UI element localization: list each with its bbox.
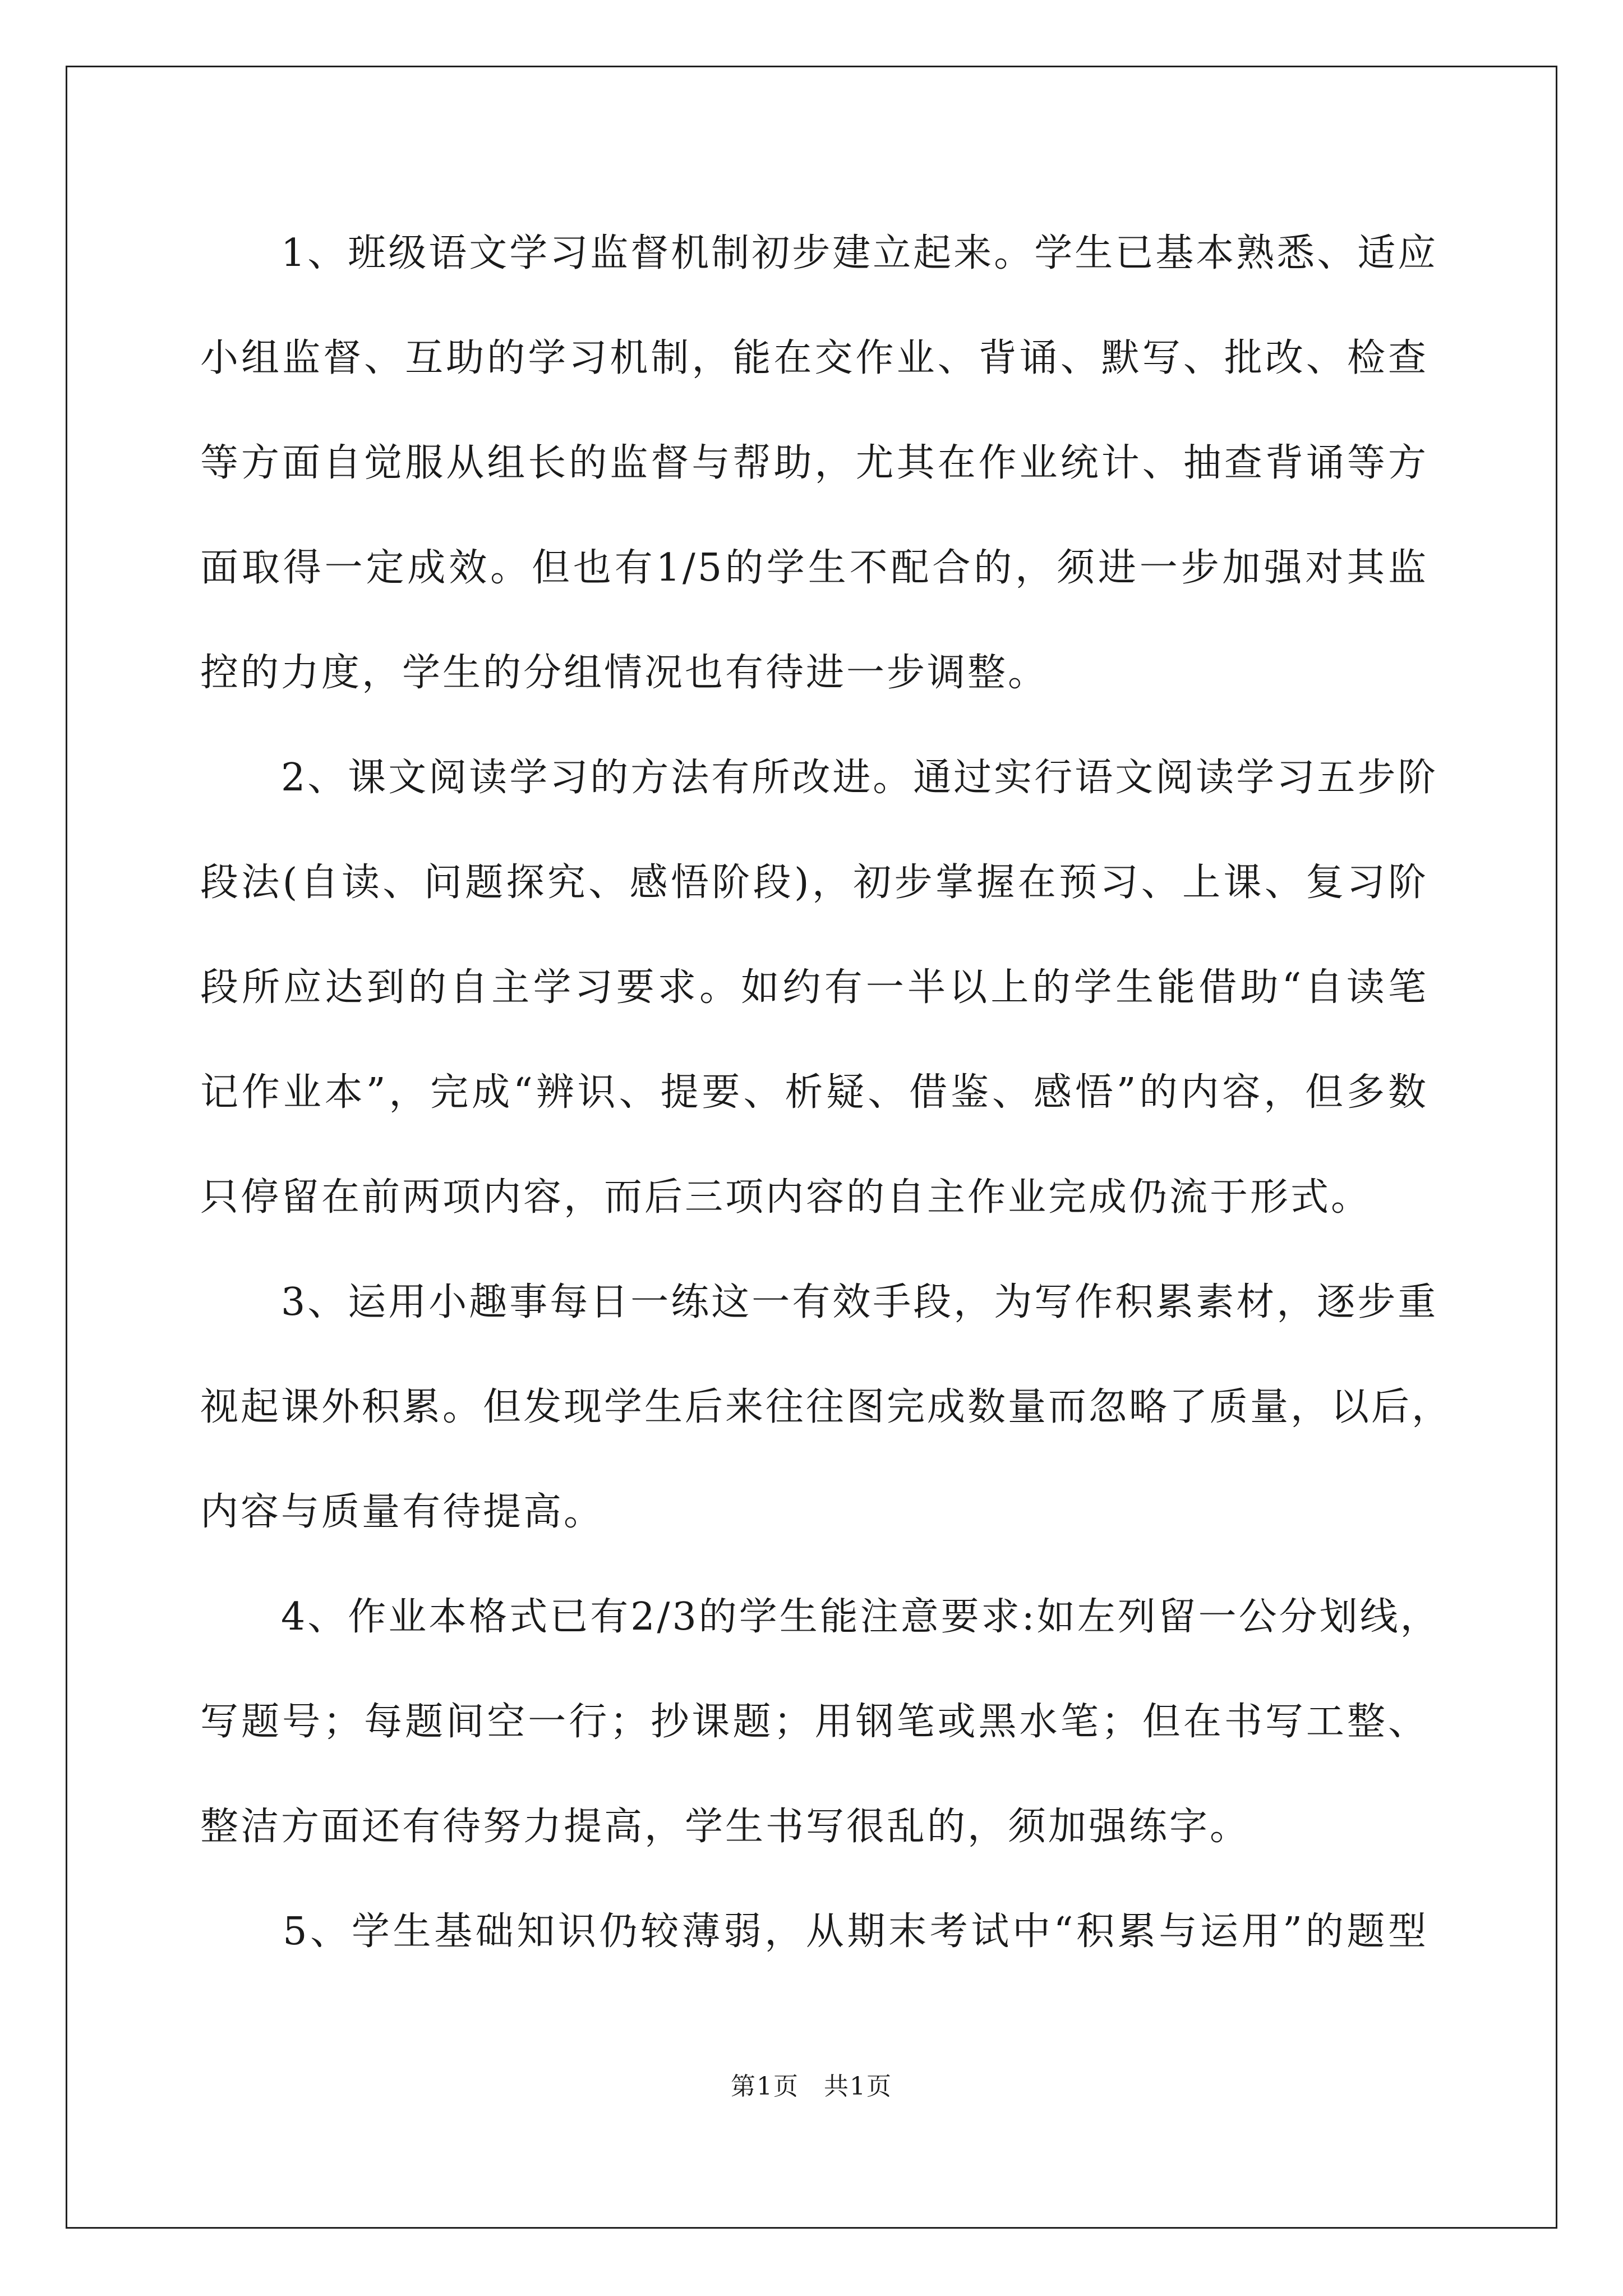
- text-line: 1、班级语文学习监督机制初步建立起来。学生已基本熟悉、适应: [200, 231, 1438, 275]
- text-line: 记作业本”，完成“辨识、提要、析疑、借鉴、感悟”的内容，但多数: [200, 1070, 1428, 1115]
- text-line: 写题号；每题间空一行；抄课题；用钢笔或黑水笔；但在书写工整、: [200, 1700, 1428, 1744]
- text-line: 内容与质量有待提高。: [200, 1490, 605, 1534]
- page-total: 共1页: [824, 2072, 892, 2101]
- text-line: 小组监督、互助的学习机制，能在交作业、背诵、默写、批改、检查: [200, 336, 1428, 380]
- text-line: 4、作业本格式已有2/3的学生能注意要求:如左列留一公分划线，: [200, 1595, 1441, 1639]
- text-line: 只停留在前两项内容，而后三项内容的自主作业完成仍流于形式。: [200, 1175, 1372, 1220]
- text-line: 面取得一定成效。但也有1/5的学生不配合的，须进一步加强对其监: [200, 546, 1428, 590]
- page-footer: [0, 2070, 1623, 2104]
- text-line: 控的力度，学生的分组情况也有待进一步调整。: [200, 651, 1049, 695]
- text-line: 视起课外积累。但发现学生后来往往图完成数量而忽略了质量，以后，: [200, 1385, 1453, 1429]
- page-number: 第1页: [731, 2072, 799, 2101]
- text-line: 2、课文阅读学习的方法有所改进。通过实行语文阅读学习五步阶: [200, 756, 1438, 800]
- text-line: 段法(自读、问题探究、感悟阶段)，初步掌握在预习、上课、复习阶: [200, 861, 1428, 905]
- text-line: 等方面自觉服从组长的监督与帮助，尤其在作业统计、抽查背诵等方: [200, 441, 1428, 485]
- text-line: 整洁方面还有待努力提高，学生书写很乱的，须加强练字。: [200, 1805, 1251, 1849]
- text-line: 5、学生基础知识仍较薄弱，从期末考试中“积累与运用”的题型: [200, 1910, 1428, 1954]
- text-line: 3、运用小趣事每日一练这一有效手段，为写作积累素材，逐步重: [200, 1280, 1438, 1324]
- text-line: 段所应达到的自主学习要求。如约有一半以上的学生能借助“自读笔: [200, 965, 1428, 1010]
